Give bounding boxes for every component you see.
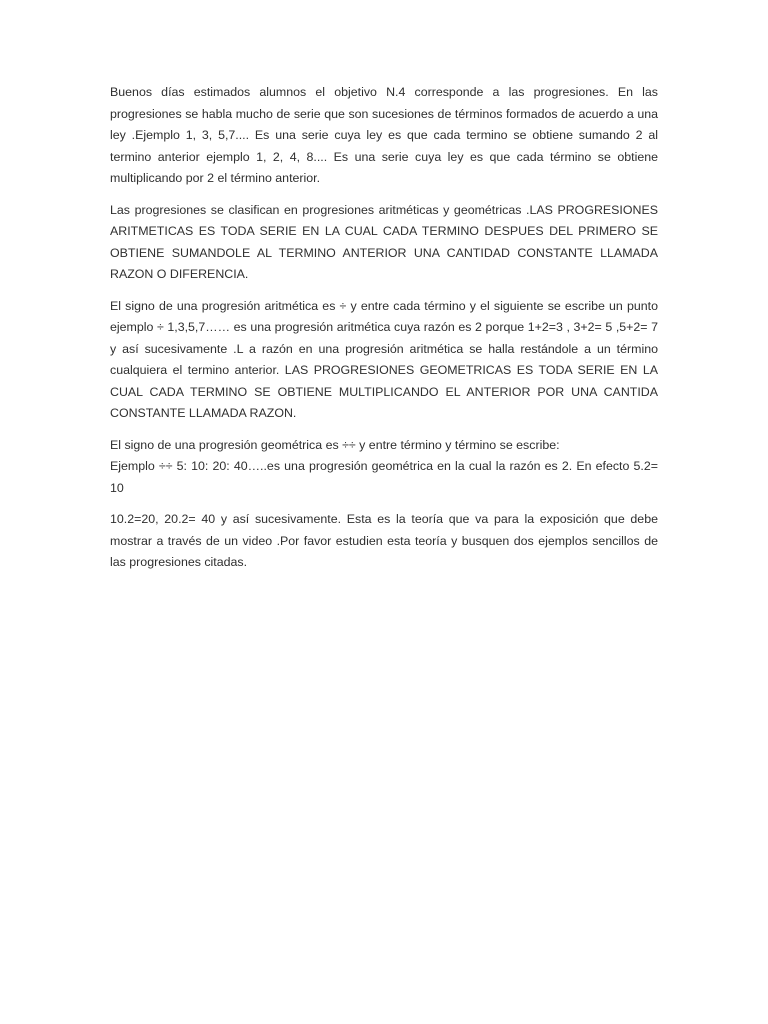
paragraph-classification: Las progresiones se clasifican en progresiones aritméticas y geométricas .LAS PROGRESIONES ARITMETICAS ES TODA SERIE EN LA CUAL CADA TERMINO DESPUES DEL PRIMERO SE OBTIENE SUMANDOLE AL TERMINO ANTERIOR UNA CANTIDAD CONSTANTE LLAMADA RAZON O DIFERENCIA. <box>110 202 658 281</box>
paragraph-geometric-example: Ejemplo ÷÷ 5: 10: 20: 40…..es una progresión geométrica en la cual la razón es 2. En efecto 5.2= 10 <box>110 459 658 495</box>
paragraph-closing: 10.2=20, 20.2= 40 y así sucesivamente. Esta es la teoría que va para la exposición que debe mostrar a través de un video .Por favor estudien esta teoría y busquen dos ejemplos sencillos de las progresiones citadas. <box>110 512 658 569</box>
paragraph-geometric-sign: El signo de una progresión geométrica es ÷÷ y entre término y término se escribe: <box>110 437 560 452</box>
document-body <box>110 82 658 574</box>
paragraph-intro: Buenos días estimados alumnos el objetivo N.4 corresponde a las progresiones. En las progresiones se habla mucho de serie que son sucesiones de términos formados de acuerdo a una ley .Ejemplo 1, 3, 5,7.... Es una serie cuya ley es que cada termino se obtiene sumando 2 al termino anterior ejemplo 1, 2, 4, 8.... Es una serie cuya ley es que cada término se obtiene multiplicando por 2 el término anterior. <box>110 85 658 185</box>
paragraph-arithmetic-sign: El signo de una progresión aritmética es ÷ y entre cada término y el siguiente se escribe un punto ejemplo ÷ 1,3,5,7…… es una progresión aritmética cuya razón es 2 porque 1+2=3 , 3+2= 5 ,5+2= 7 y así sucesivamente .L a razón en una progresión aritmética se halla restándole a un término cualquiera el termino anterior. LAS PROGRESIONES GEOMETRICAS ES TODA SERIE EN LA CUAL CADA TERMINO SE OBTIENE MULTIPLICANDO EL ANTERIOR POR UNA CANTIDA CONSTANTE LLAMADA RAZON. <box>110 298 658 420</box>
